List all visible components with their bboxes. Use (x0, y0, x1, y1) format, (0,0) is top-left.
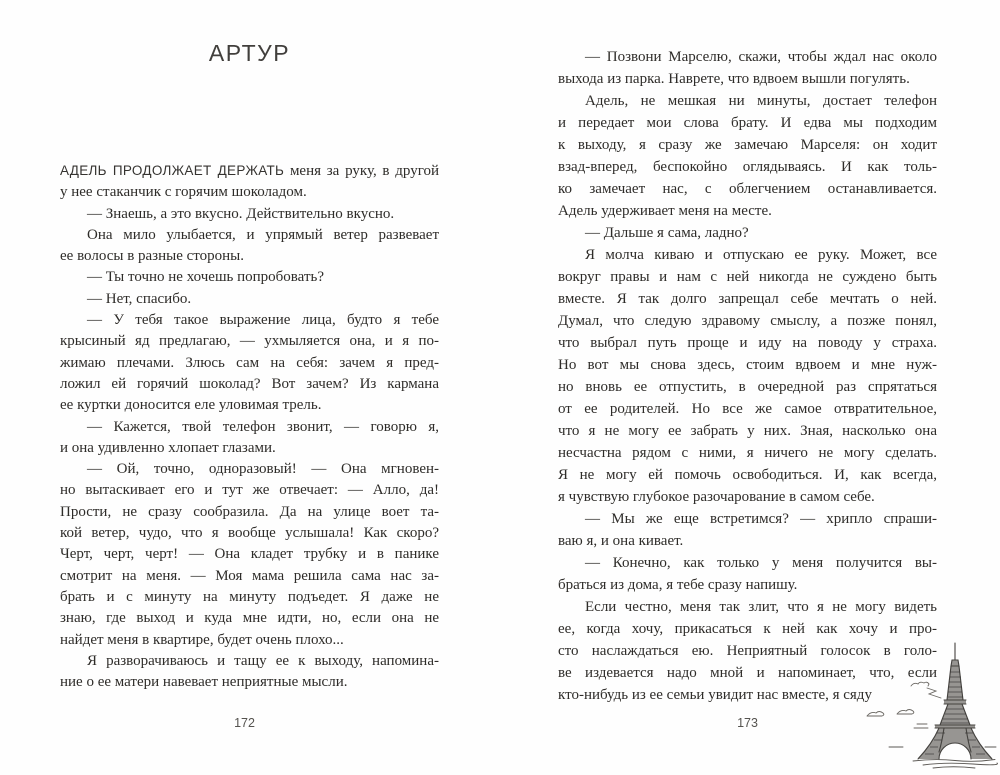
right-page-number: 173 (737, 716, 758, 730)
text-line: — Конечно, как только у меня получится вы- (585, 555, 937, 571)
paragraph (60, 459, 439, 651)
text-line: что я не могу ее забрать у них. Зная, насколько она (558, 423, 937, 439)
right-page-body (558, 46, 937, 706)
text-line: взад-вперед, беспокойно оглядываясь. И как толь- (558, 159, 937, 175)
paragraph (60, 651, 439, 694)
text-line: ние о ее матери навевает неприятные мысли. (60, 674, 348, 691)
text-line: от ее родителей. Но все же самое отвратительное, (558, 401, 937, 417)
text-line: но вновь ее отпустить, в очередной раз спрятаться (558, 379, 937, 395)
left-page-number: 172 (234, 716, 255, 730)
text-line: Я молча киваю и отпускаю ее руку. Может, все (585, 247, 937, 263)
text-line (60, 160, 439, 182)
text-line: Адель удерживает меня на месте. (558, 203, 772, 219)
chapter-title: АРТУР (208, 40, 291, 66)
paragraph (558, 90, 937, 222)
text-line: Думал, что следую здравому смыслу, а позже понял, (558, 313, 937, 329)
text-line: ее куртки доносится еле уловимая трель. (60, 397, 322, 414)
paragraph (60, 267, 439, 288)
text-line: — Мы же еще встретимся? — хрипло спраши- (585, 511, 937, 527)
text-line: вокруг правы и нам с ней никогда не суждено быть (558, 269, 937, 285)
text-line: — Нет, спасибо. (87, 290, 192, 307)
text-line: сто наслаждаться ею. Неприятный голосок в голо- (558, 643, 937, 659)
text-line: ее волосы в разные стороны. (60, 248, 244, 265)
text-line: Адель, не мешкая ни минуты, достает телефон (585, 93, 937, 109)
text-line: ве издевается надо мной и напоминает, что, если (558, 665, 937, 681)
text-line: Черт, черт, черт! — Она кладет трубку и в панике (60, 546, 439, 563)
text-line: я чувствую глубокое разочарование в самом себе. (558, 489, 875, 505)
paragraph (60, 310, 439, 416)
text-line: крысиный яд предлагаю, — ухмыляется она, и я по- (60, 333, 439, 350)
text-line: ложил ей горячий шоколад? Вот зачем? Из кармана (60, 375, 439, 392)
paragraph (60, 289, 439, 310)
text-line: браться из дома, я тебе сразу напишу. (558, 577, 798, 593)
paragraph (558, 46, 937, 90)
text-line: к выходу, я сразу же замечаю Марселя: он ходит (558, 137, 937, 153)
text-line: выхода из парка. Наврете, что вдвоем вышли погулять. (558, 71, 910, 87)
text-line: — Кажется, твой телефон звонит, — говорю я, (87, 418, 439, 435)
text-line: вместе. Я так долго запрещал себе мечтать о ней. (558, 291, 937, 307)
text-line: — У тебя такое выражение лица, будто я тебе (87, 312, 439, 329)
text-line: — Дальше я сама, ладно? (585, 225, 749, 241)
text-line: что выбрал путь проще и иду на поводу у страха. (558, 335, 937, 351)
text-line: несчастна рядом с ними, я ничего не могу сделать. (558, 445, 937, 461)
text-line: Но вот мы снова здесь, стоим вдвоем и мне нуж- (558, 357, 937, 373)
paragraph (558, 508, 937, 552)
text-line: Прости, не сразу сообразила. Да на улице воет та- (60, 503, 439, 520)
text-line: и она удивленно хлопает глазами. (60, 439, 276, 456)
text-line: Я не могу ей помочь освободиться. И, как всегда, (558, 467, 937, 483)
text-line: — Ты точно не хочешь попробовать? (87, 269, 324, 286)
text-line: найдет меня в квартире, будет очень плохо... (60, 631, 344, 648)
text-line: у нее стаканчик с горячим шоколадом. (60, 184, 307, 201)
text-line: Она мило улыбается, и упрямый ветер развевает (87, 226, 439, 243)
text-line: кой ветер, чудо, что я вообще услышала! Как скоро? (60, 525, 439, 542)
text-line: — Ой, точно, одноразовый! — Она мгновен- (87, 461, 439, 478)
text-line: знаю, где выход и куда мне идти, но, если она не (60, 610, 439, 627)
text-line: ваю я, и она кивает. (558, 533, 684, 549)
paragraph (558, 244, 937, 508)
text-line: кто-нибудь из ее семьи увидит нас вместе, я сяду (558, 687, 872, 703)
text-line: смотрит на меня. — Моя мама решила сама нас за- (60, 567, 439, 584)
text-line: Если честно, меня так злит, что я не могу видеть (585, 599, 937, 615)
text-line: брать и с минуту на минуту подъедет. Я даже не (60, 588, 439, 605)
text-line: ее, когда хочу, прикасаться к ней как хочу и про- (558, 621, 937, 637)
paragraph (60, 160, 439, 204)
paragraph (60, 225, 439, 268)
paragraph (558, 222, 937, 244)
chapter-leadin-rest: меня за руку, в другой (284, 163, 439, 179)
paragraph (60, 204, 439, 225)
text-line: ко замечает нас, с облегчением останавливается. (558, 181, 937, 197)
text-line: жимаю плечами. Злюсь сам на себя: зачем я пред- (60, 354, 439, 371)
text-line: — Знаешь, а это вкусно. Действительно вкусно. (87, 205, 395, 222)
left-page-body (60, 160, 439, 693)
paragraph (60, 417, 439, 460)
eiffel-tower-icon (845, 628, 1000, 775)
paragraph (558, 552, 937, 596)
text-line: Я разворачиваюсь и тащу ее к выходу, напомина- (87, 652, 439, 669)
text-line: и передает мои слова брату. И едва мы подходим (558, 115, 937, 131)
text-line: но вытаскивает его и тут же отвечает: — Алло, да! (60, 482, 439, 499)
chapter-leadin-caps: АДЕЛЬ ПРОДОЛЖАЕТ ДЕРЖАТЬ (60, 163, 285, 178)
text-line: — Позвони Марселю, скажи, чтобы ждал нас около (585, 49, 937, 65)
